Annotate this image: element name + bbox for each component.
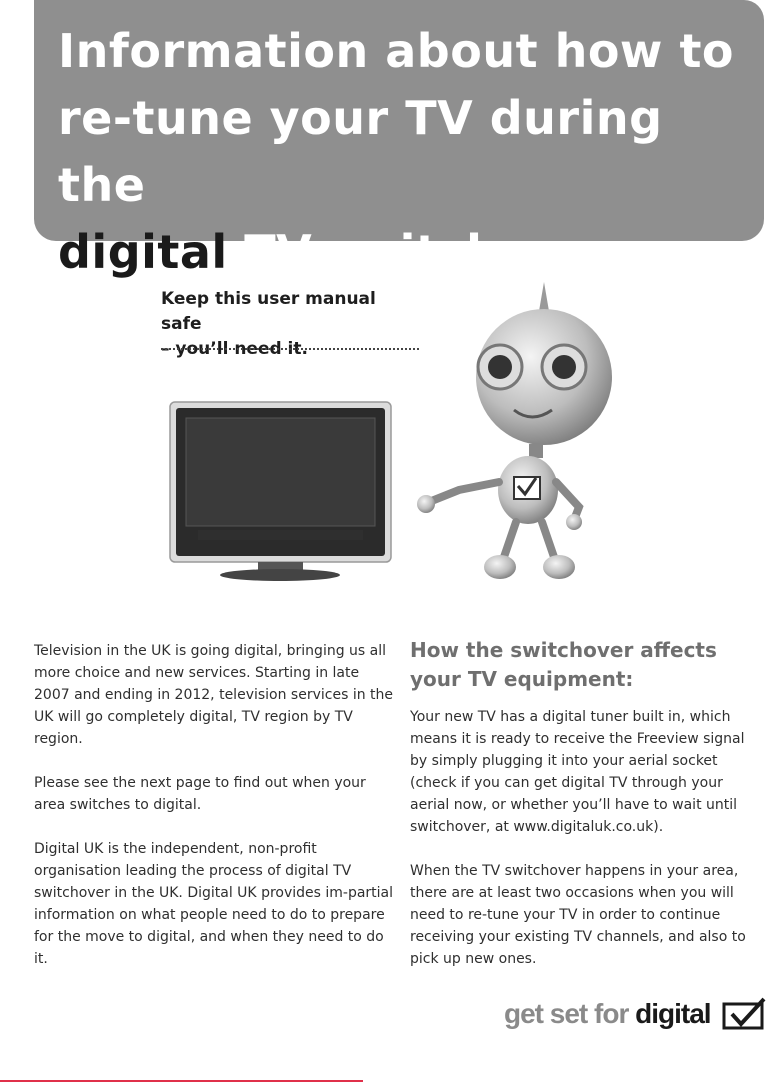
keep-manual-note: [161, 287, 421, 362]
get-set-for-digital-logo: [504, 996, 766, 1036]
checkbox-tick-icon: [722, 996, 766, 1030]
logo-text-bold: digital: [635, 998, 711, 1029]
intro-paragraph-1: Television in the UK is going digital, bringing us all more choice and new services. Starting in late 2007 and ending in 2012, television services in the UK will go completely digital, TV region by TV region.: [34, 643, 394, 747]
title-line-1: Information about how to: [58, 24, 735, 78]
switchover-heading: How the switchover affects your TV equipment:: [410, 638, 717, 691]
dotted-divider: [161, 348, 419, 350]
tv-illustration: [168, 400, 393, 585]
equipment-column: [410, 706, 766, 992]
intro-paragraph-3: Digital UK is the independent, non-profit organisation leading the process of digital TV switchover in the UK. Digital UK provides im-partial information on what people need to do to prepare for the move to digital, and when they need to do it.: [34, 841, 394, 967]
title-banner: [34, 0, 764, 279]
keep-note-line-2: – you’ll need it.: [161, 339, 308, 359]
title-line-2: re-tune your TV during the: [58, 91, 663, 212]
footer-red-rule: [0, 1080, 363, 1082]
intro-column: [34, 640, 394, 992]
keep-note-line-1: Keep this user manual safe: [161, 289, 376, 334]
page-title: [58, 18, 764, 286]
title-highlight-word: digital: [58, 225, 228, 279]
robot-mascot-illustration: [404, 272, 650, 597]
title-line-3: TV switchover.: [227, 225, 629, 279]
equipment-paragraph-1: Your new TV has a digital tuner built in, which means it is ready to receive the Freeview signal by simply plugging it into your aerial socket (check if you can get digital TV through your aerial now, or whether you’ll have to wait until switchover, at www.digitaluk.co.uk).: [410, 709, 745, 835]
logo-text-light: get set for: [504, 998, 636, 1029]
equipment-paragraph-2: When the TV switchover happens in your area, there are at least two occasions when you will need to re-tune your TV in order to continue receiving your existing TV channels, and also to pick up new ones.: [410, 863, 746, 967]
intro-paragraph-2: Please see the next page to find out when your area switches to digital.: [34, 775, 366, 813]
logo-text: [504, 998, 711, 1030]
